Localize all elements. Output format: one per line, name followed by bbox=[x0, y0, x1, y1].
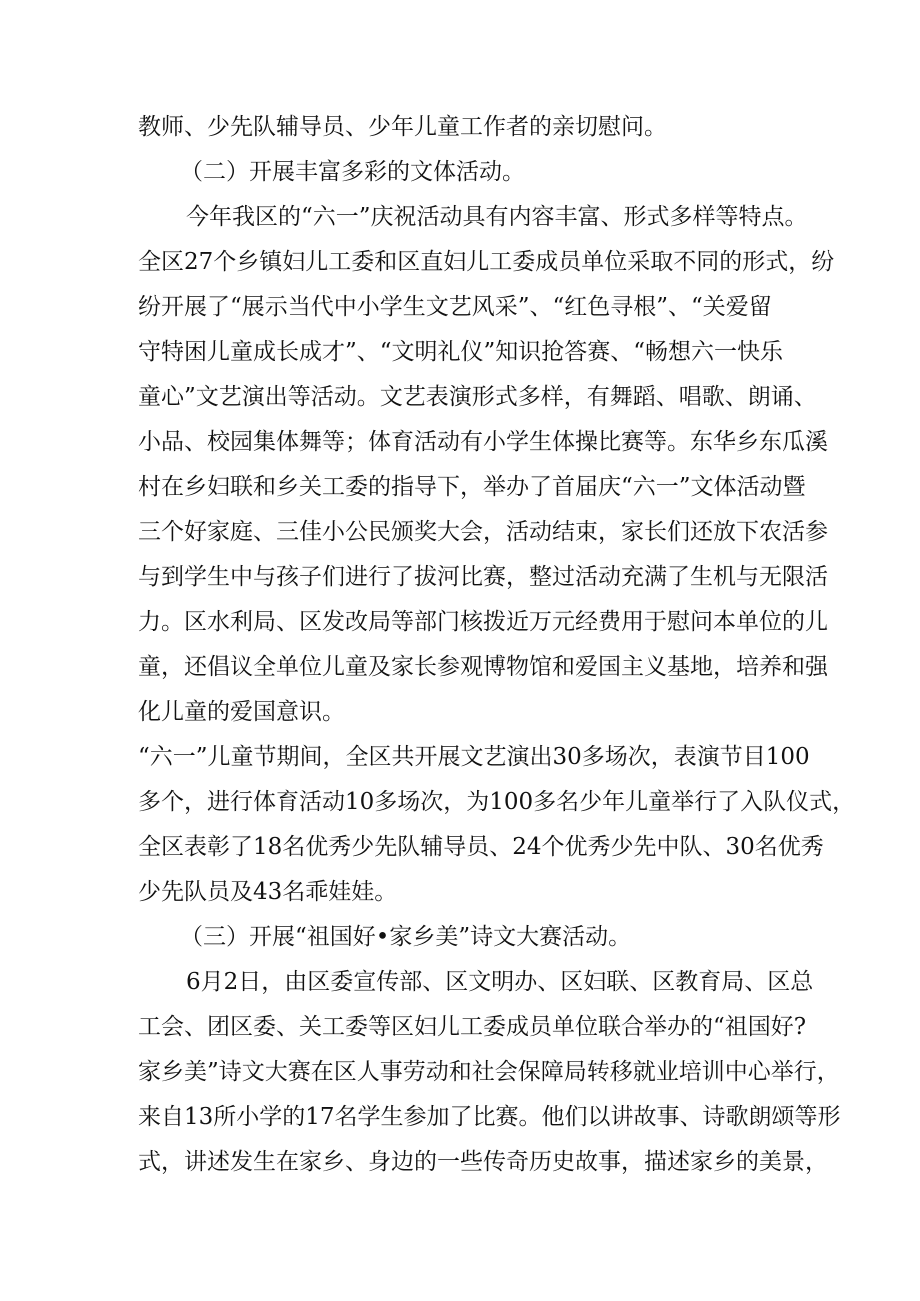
text-line: 工会、团区委、关工委等区妇儿工委成员单位联合举办的“祖国好? bbox=[138, 1014, 807, 1040]
text-line: 与到学生中与孩子们进行了拔河比赛，整过活动充满了生机与无限活 bbox=[138, 564, 828, 590]
text-line: 教师、少先队辅导员、少年儿童工作者的亲切慰问。 bbox=[138, 114, 667, 140]
text-line: 童，还倡议全单位儿童及家长参观博物馆和爱国主义基地，培养和强 bbox=[138, 654, 828, 680]
text-line: 化儿童的爱国意识。 bbox=[138, 699, 345, 725]
text-line: 村在乡妇联和乡关工委的指导下，举办了首届庆“六一”文体活动暨 bbox=[138, 474, 806, 500]
text-line: 少先队员及43名乖娃娃。 bbox=[138, 879, 398, 905]
text-line: 家乡美”诗文大赛在区人事劳动和社会保障局转移就业培训中心举行， bbox=[138, 1059, 840, 1085]
text-line: 三个好家庭、三佳小公民颁奖大会，活动结束，家长们还放下农活参 bbox=[138, 519, 828, 545]
section-heading: （三）开展“祖国好•家乡美”诗文大赛活动。 bbox=[180, 924, 632, 950]
text-line: 守特困儿童成长成才”、“文明礼仪”知识抢答赛、“畅想六一快乐 bbox=[138, 339, 784, 365]
text-line: 多个，进行体育活动10多场次，为100多名少年儿童举行了入队仪式， bbox=[138, 789, 856, 815]
text-line: 6月2日，由区委宣传部、区文明办、区妇联、区教育局、区总 bbox=[186, 969, 814, 995]
text-line: 全区27个乡镇妇儿工委和区直妇儿工委成员单位采取不同的形式，纷 bbox=[138, 249, 835, 275]
text-line: 式，讲述发生在家乡、身边的一些传奇历史故事，描述家乡的美景， bbox=[138, 1149, 828, 1175]
text-line: “六一”儿童节期间，全区共开展文艺演出30多场次，表演节目100 bbox=[138, 744, 810, 770]
text-line: 全区表彰了18名优秀少先队辅导员、24个优秀少先中队、30名优秀 bbox=[138, 834, 824, 860]
text-line: 纷开展了“展示当代中小学生文艺风采”、“红色寻根”、“关爱留 bbox=[138, 294, 772, 320]
text-line: 童心”文艺演出等活动。文艺表演形式多样，有舞蹈、唱歌、朗诵、 bbox=[138, 384, 817, 410]
section-heading: （二）开展丰富多彩的文体活动。 bbox=[180, 159, 525, 185]
text-line: 来自13所小学的17名学生参加了比赛。他们以讲故事、诗歌朗颂等形 bbox=[138, 1104, 841, 1130]
text-line: 小品、校园集体舞等；体育活动有小学生体操比赛等。东华乡东瓜溪 bbox=[138, 429, 828, 455]
text-line: 今年我区的“六一”庆祝活动具有内容丰富、形式多样等特点。 bbox=[186, 204, 808, 230]
text-line: 力。区水利局、区发改局等部门核拨近万元经费用于慰问本单位的儿 bbox=[138, 609, 828, 635]
